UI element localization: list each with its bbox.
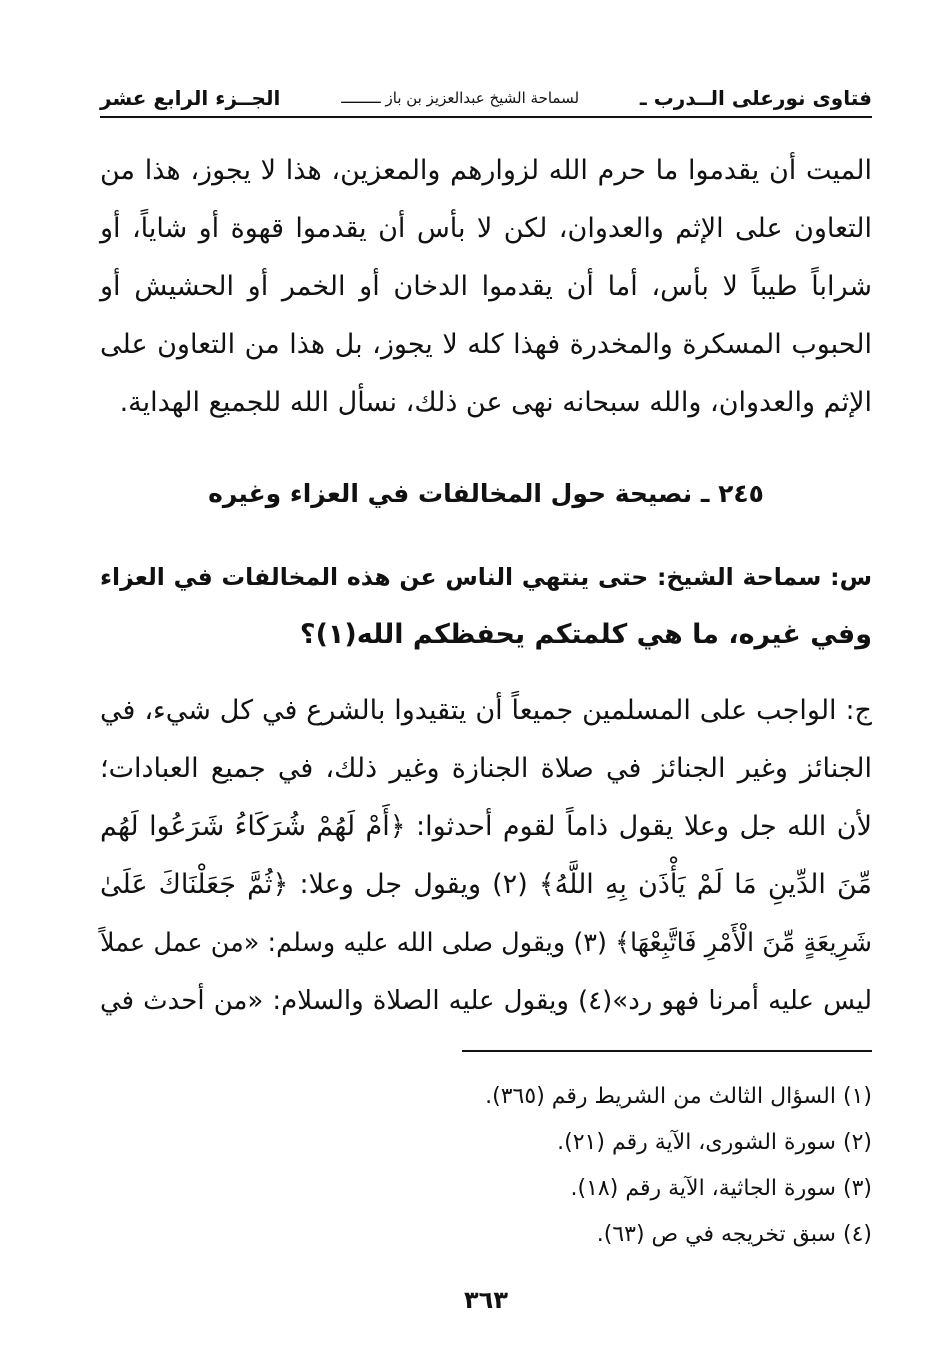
- question-block: [100, 548, 872, 664]
- answer-line: لأن الله جل وعلا يقول ذاماً لقوم أحدثوا: ﴿أَمْ لَهُمْ شُرَكَاءُ شَرَعُوا لَهُم: [100, 811, 872, 842]
- footnotes: [100, 1074, 872, 1258]
- page-number: ٣٦٣: [464, 1286, 508, 1314]
- header-book-title: فتاوى نورعلى الــدرب ـ: [639, 86, 872, 110]
- answer-block: [100, 682, 872, 1030]
- text-line: الحبوب المسكرة والمخدرة فهذا كله لا يجوز، بل هذا من التعاون على: [100, 329, 872, 360]
- header-author: لسماحة الشيخ عبدالعزيز بن باز ـــــــــ: [341, 89, 580, 107]
- footnote-item: (١) السؤال الثالث من الشريط رقم (٣٦٥).: [485, 1084, 872, 1109]
- text-line: التعاون على الإثم والعدوان، لكن لا بأس أن يقدموا قهوة أو شاياً، أو: [100, 213, 872, 244]
- answer-line: مِّنَ الدِّينِ مَا لَمْ يَأْذَن بِهِ اللَّهُ﴾ (٢) ويقول جل وعلا: ﴿ثُمَّ جَعَلْنَاكَ عَلَىٰ: [100, 869, 872, 900]
- section-title: ٢٤٥ ـ نصيحة حول المخالفات في العزاء وغيره: [208, 479, 764, 508]
- footnote-item: (٤) سبق تخريجه في ص (٦٣).: [596, 1222, 872, 1247]
- footnote-separator: [462, 1050, 872, 1052]
- answer-line: ج: الواجب على المسلمين جميعاً أن يتقيدوا بالشرع في كل شيء، في: [100, 695, 872, 726]
- answer-line: شَرِيعَةٍ مِّنَ الْأَمْرِ فَاتَّبِعْهَا﴾ (٣) ويقول صلى الله عليه وسلم: «من عمل عملاً: [100, 928, 872, 958]
- footnote-item: (٣) سورة الجاثية، الآية رقم (١٨).: [570, 1176, 872, 1201]
- running-header: [100, 80, 872, 118]
- text-line: شراباً طيباً لا بأس، أما أن يقدموا الدخان أو الخمر أو الحشيش أو: [100, 271, 872, 302]
- answer-line: ليس عليه أمرنا فهو رد»(٤) ويقول عليه الصلاة والسلام: «من أحدث في: [100, 986, 872, 1016]
- header-volume: الجــزء الرابع عشر: [100, 86, 281, 110]
- answer-line: الجنائز وغير الجنائز في صلاة الجنازة وغير ذلك، في جميع العبادات؛: [100, 753, 872, 784]
- text-line: الإثم والعدوان، والله سبحانه نهى عن ذلك، نسأل الله للجميع الهداية.: [119, 387, 872, 418]
- footnote-item: (٢) سورة الشورى، الآية رقم (٢١).: [557, 1130, 872, 1155]
- text-line: الميت أن يقدموا ما حرم الله لزوارهم والمعزين، هذا لا يجوز، هذا من: [100, 155, 872, 186]
- question-line: س: سماحة الشيخ: حتى ينتهي الناس عن هذه المخالفات في العزاء: [100, 563, 872, 591]
- question-line: وفي غيره، ما هي كلمتكم يحفظكم الله(١)؟: [299, 619, 872, 650]
- paragraph-intro: [100, 142, 872, 432]
